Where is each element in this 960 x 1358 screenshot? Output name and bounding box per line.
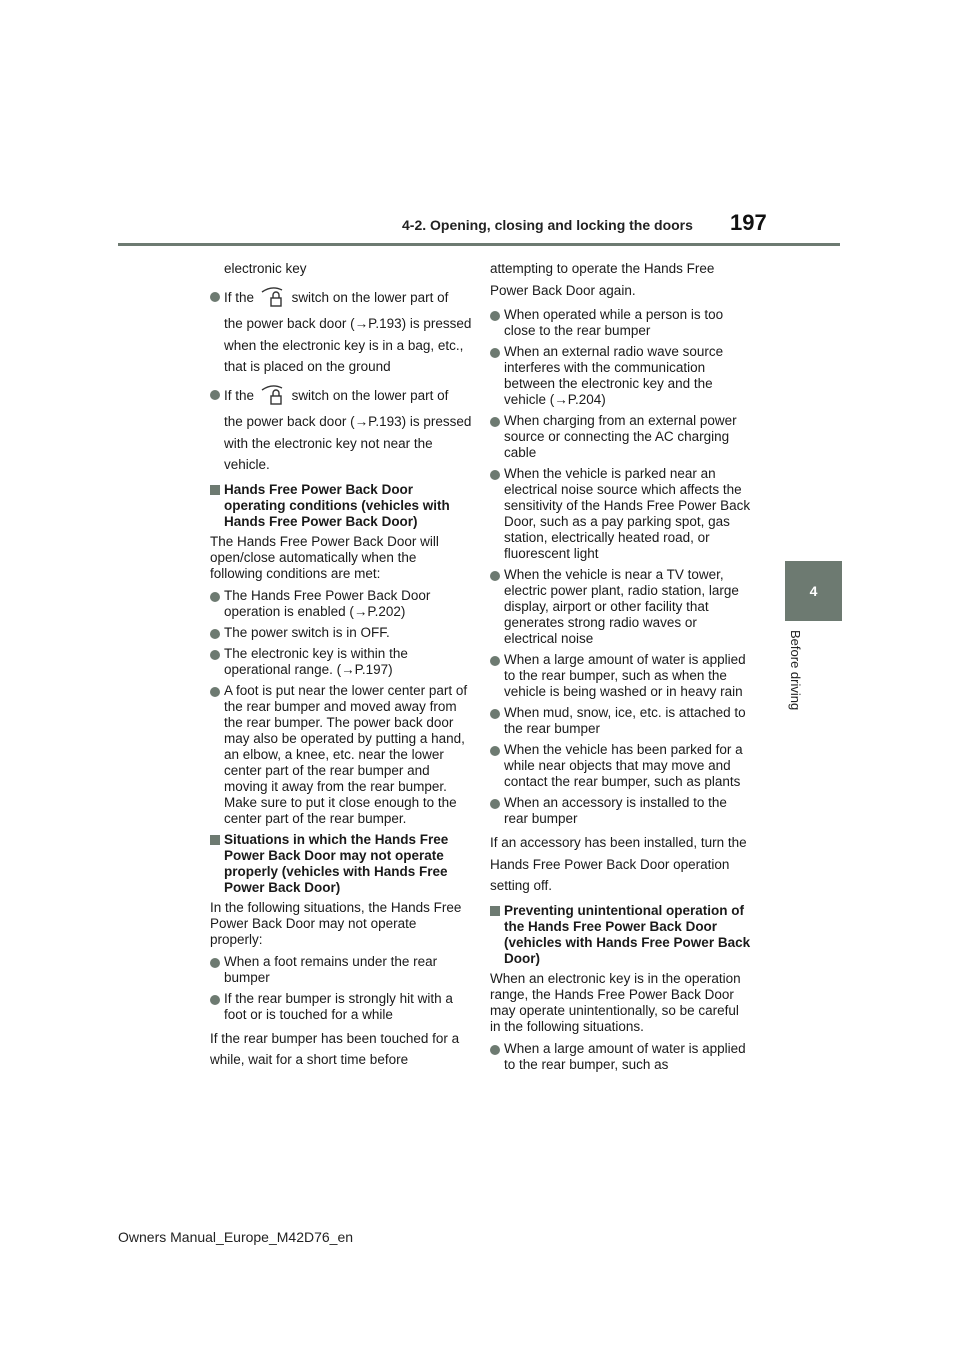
bullet-text: When a large amount of water is applied to the rear bumper, such as [504,1040,746,1072]
bullet-dot [490,656,500,666]
bullet-item [490,567,752,647]
bullet-item [210,954,472,986]
bullet-dot [210,592,220,602]
left-column [210,258,472,1077]
paragraph: The Hands Free Power Back Door will open/close automatically when the following conditions are met: [210,533,439,581]
bullet-dot [490,417,500,427]
bullet-item [210,384,472,407]
bullet-dot [210,390,220,400]
bullet-dot [210,995,220,1005]
bullet-item [490,344,752,408]
bullet-dot [490,1045,500,1055]
paragraph: the power back door (→P.193) is pressed when the electronic key is in a bag, etc., that is placed on the ground [224,316,472,374]
bullet-item [490,652,752,700]
bullet-text: The electronic key is within the operational range. (→P.197) [224,645,408,677]
bullet-dot [490,470,500,480]
subheading [210,482,472,530]
bullet-item [210,683,472,827]
chapter-number: 4 [809,583,818,599]
paragraph: If an accessory has been installed, turn the Hands Free Power Back Door operation setting off. [490,835,747,893]
bullet-dot [490,799,500,809]
bullet-text: When an external radio wave source interferes with the communication between the electronic key and the vehicle (→P.204) [504,344,724,407]
paragraph: When an electronic key is in the operation range, the Hands Free Power Back Door may operate unintentionally, so be careful in the following situations. [490,970,741,1034]
header-divider [118,243,840,246]
bullet-dot [490,311,500,321]
bullet-text: switch on the lower part of [291,387,449,403]
paragraph: If the rear bumper has been touched for a while, wait for a short time before [210,1030,460,1067]
bullet-item [490,1041,752,1073]
bullet-dot [490,709,500,719]
bullet-item [210,625,472,641]
heading-text: Preventing unintentional operation of the Hands Free Power Back Door (vehicles with Hands Free Power Back Door) [504,902,751,966]
heading-square [210,485,220,495]
bullet-item [490,307,752,339]
paragraph: electronic key [224,261,307,276]
bullet-item [490,795,752,827]
bullet-item [490,742,752,790]
bullet-text: If the [224,387,255,403]
bullet-item [210,588,472,620]
heading-square [210,835,220,845]
bullet-item [210,991,472,1023]
bullet-text: The Hands Free Power Back Door operation is enabled (→P.202) [224,587,431,619]
heading-text: Hands Free Power Back Door operating conditions (vehicles with Hands Free Power Back Door) [224,481,450,529]
bullet-item [490,466,752,562]
bullet-item [490,413,752,461]
right-column [490,258,752,1078]
bullet-text: When the vehicle is near a TV tower, electric power plant, radio station, large display, airport or other facility that generates strong radio waves or electrical noise [504,567,739,646]
bullet-item [490,705,752,737]
paragraph: In the following situations, the Hands Free Power Back Door may not operate properly: [210,899,462,947]
page-number: 197 [730,210,767,235]
bullet-item [210,286,472,309]
bullet-text: When the vehicle has been parked for a while near objects that may move and contact the rear bumper, such as plants [504,742,743,789]
section-title: 4-2. Opening, closing and locking the doors [402,217,693,233]
bullet-dot [210,629,220,639]
bullet-dot [490,746,500,756]
bullet-text: If the rear bumper is strongly hit with a foot or is touched for a while [224,990,453,1022]
chapter-tab [785,561,842,621]
bullet-text: When an accessory is installed to the rear bumper [504,795,727,826]
bullet-dot [490,571,500,581]
bullet-text: When charging from an external power source or connecting the AC charging cable [504,413,737,460]
heading-square [490,906,500,916]
bullet-text: If the [224,289,255,305]
bullet-dot [210,292,220,302]
heading-text: Situations in which the Hands Free Power Back Door may not operate properly (vehicles with Hands Free Power Back Door) [224,831,449,895]
paragraph: attempting to operate the Hands Free Power Back Door again. [490,261,715,298]
bullet-text: The power switch is in OFF. [224,624,390,640]
bullet-dot [210,958,220,968]
bullet-dot [210,687,220,697]
footer-text: Owners Manual_Europe_M42D76_en [118,1229,354,1245]
paragraph: the power back door (→P.193) is pressed with the electronic key not near the vehicle. [224,414,472,472]
subheading [210,832,472,896]
back-door-lock-switch-icon [260,384,286,406]
bullet-text: When mud, snow, ice, etc. is attached to the rear bumper [504,705,746,736]
subheading [490,903,752,967]
bullet-text: When the vehicle is parked near an electrical noise source which affects the sensitivity of the Hands Free Power Back Door, such as a pay parking spot, gas station, electrically heated road, or fluorescent light [504,466,751,561]
bullet-text: A foot is put near the lower center part of the rear bumper and moved away from the rear bumper. The power back door may also be operated by putting a hand, an elbow, a knee, etc. near the lower center part of the rear bumper and moving it away from the rear bumper. Make sure to put it close enough to the center part of the rear bumper. [224,682,468,826]
bullet-text: When operated while a person is too close to the rear bumper [504,307,724,338]
bullet-text: When a foot remains under the rear bumper [224,953,438,985]
bullet-text: When a large amount of water is applied to the rear bumper, such as when the vehicle is being washed or in heavy rain [504,652,746,699]
chapter-label: Before driving [788,630,803,711]
bullet-text: switch on the lower part of [291,289,449,305]
bullet-item [210,646,472,678]
bullet-dot [490,348,500,358]
back-door-lock-switch-icon [260,286,286,308]
bullet-dot [210,650,220,660]
